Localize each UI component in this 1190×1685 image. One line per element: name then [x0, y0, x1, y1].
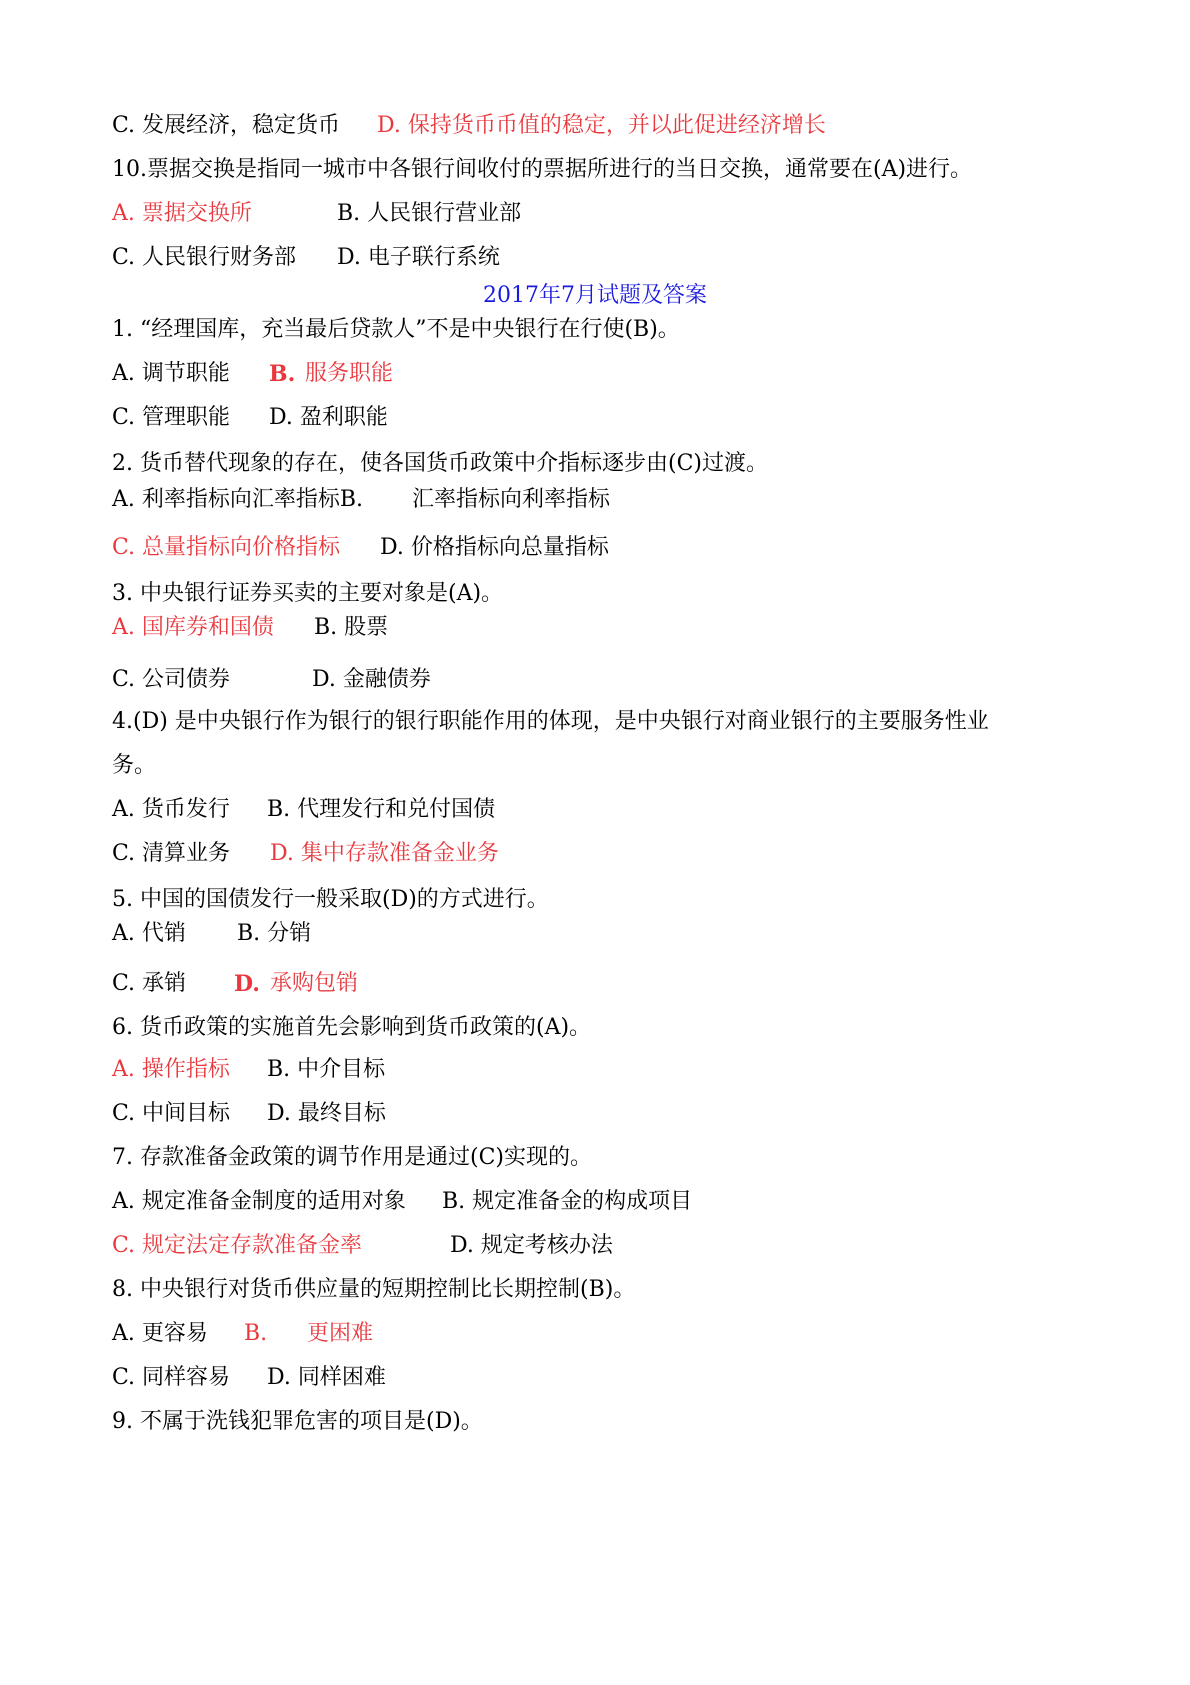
- option-c: C. 发展经济，稳定货币: [112, 113, 341, 138]
- question-4-continued: 务。: [112, 753, 157, 778]
- option-c: C. 人民银行财务部: [112, 245, 297, 270]
- option-a: A. 调节职能: [112, 361, 230, 386]
- option-d-answer-text: 承购包销: [270, 971, 359, 996]
- option-a: A. 更容易: [112, 1321, 208, 1346]
- option-b: B. 股票: [314, 615, 389, 640]
- option-c: C. 公司债券: [112, 667, 231, 692]
- option-b-answer-text: 更困难: [307, 1321, 374, 1346]
- question-4: 4.(D) 是中央银行作为银行的银行职能作用的体现，是中央银行对商业银行的主要服务性业: [112, 709, 989, 734]
- option-a: A. 规定准备金制度的适用对象: [112, 1189, 406, 1214]
- option-b-answer-letter: B.: [244, 1321, 268, 1346]
- question-10: 10.票据交换是指同一城市中各银行间收付的票据所进行的当日交换，通常要在(A)进行。: [112, 157, 973, 182]
- option-d: D. 金融债券: [312, 667, 431, 692]
- option-b: B. 中介目标: [267, 1057, 386, 1082]
- option-c: C. 承销: [112, 971, 187, 996]
- option-d: D. 电子联行系统: [337, 245, 500, 270]
- question-8: 8. 中央银行对货币供应量的短期控制比长期控制(B)。: [112, 1277, 636, 1302]
- question-9: 9. 不属于洗钱犯罪危害的项目是(D)。: [112, 1409, 483, 1434]
- section-title: 2017年7月试题及答案: [483, 283, 707, 308]
- question-2: 2. 货币替代现象的存在，使各国货币政策中介指标逐步由(C)过渡。: [112, 451, 768, 476]
- question-7: 7. 存款准备金政策的调节作用是通过(C)实现的。: [112, 1145, 592, 1170]
- option-b: B. 分销: [237, 921, 312, 946]
- question-6: 6. 货币政策的实施首先会影响到货币政策的(A)。: [112, 1015, 592, 1040]
- option-d: D. 规定考核办法: [450, 1233, 613, 1258]
- option-a-answer: A. 操作指标: [112, 1057, 230, 1082]
- option-b-answer-letter: B.: [269, 361, 296, 387]
- option-a-answer: A. 国库券和国债: [112, 615, 274, 640]
- option-c: C. 中间目标: [112, 1101, 231, 1126]
- option-d: D. 同样困难: [267, 1365, 386, 1390]
- option-a: A. 代销: [112, 921, 186, 946]
- option-b: B. 人民银行营业部: [337, 201, 522, 226]
- option-d-answer-letter: D.: [234, 971, 260, 997]
- option-c: C. 清算业务: [112, 841, 231, 866]
- option-a: A. 利率指标向汇率指标B.: [112, 487, 364, 512]
- option-d-answer: D. 集中存款准备金业务: [270, 841, 499, 866]
- option-c: C. 同样容易: [112, 1365, 231, 1390]
- option-d: D. 价格指标向总量指标: [380, 535, 609, 560]
- option-b: 汇率指标向利率指标: [412, 487, 611, 512]
- option-a-answer: A. 票据交换所: [112, 201, 252, 226]
- option-b-answer-text: 服务职能: [305, 361, 394, 386]
- option-d-answer: D. 保持货币币值的稳定，并以此促进经济增长: [377, 113, 826, 138]
- option-c-answer: C. 总量指标向价格指标: [112, 535, 341, 560]
- option-d: D. 盈利职能: [269, 405, 388, 430]
- option-d: D. 最终目标: [267, 1101, 386, 1126]
- question-3: 3. 中央银行证券买卖的主要对象是(A)。: [112, 581, 504, 606]
- option-c-answer: C. 规定法定存款准备金率: [112, 1233, 363, 1258]
- option-a: A. 货币发行: [112, 797, 230, 822]
- question-5: 5. 中国的国债发行一般采取(D)的方式进行。: [112, 887, 549, 912]
- option-b: B. 规定准备金的构成项目: [442, 1189, 693, 1214]
- option-b: B. 代理发行和兑付国债: [267, 797, 496, 822]
- question-1: 1. “经理国库，充当最后贷款人”不是中央银行在行使(B)。: [112, 317, 680, 342]
- option-c: C. 管理职能: [112, 405, 231, 430]
